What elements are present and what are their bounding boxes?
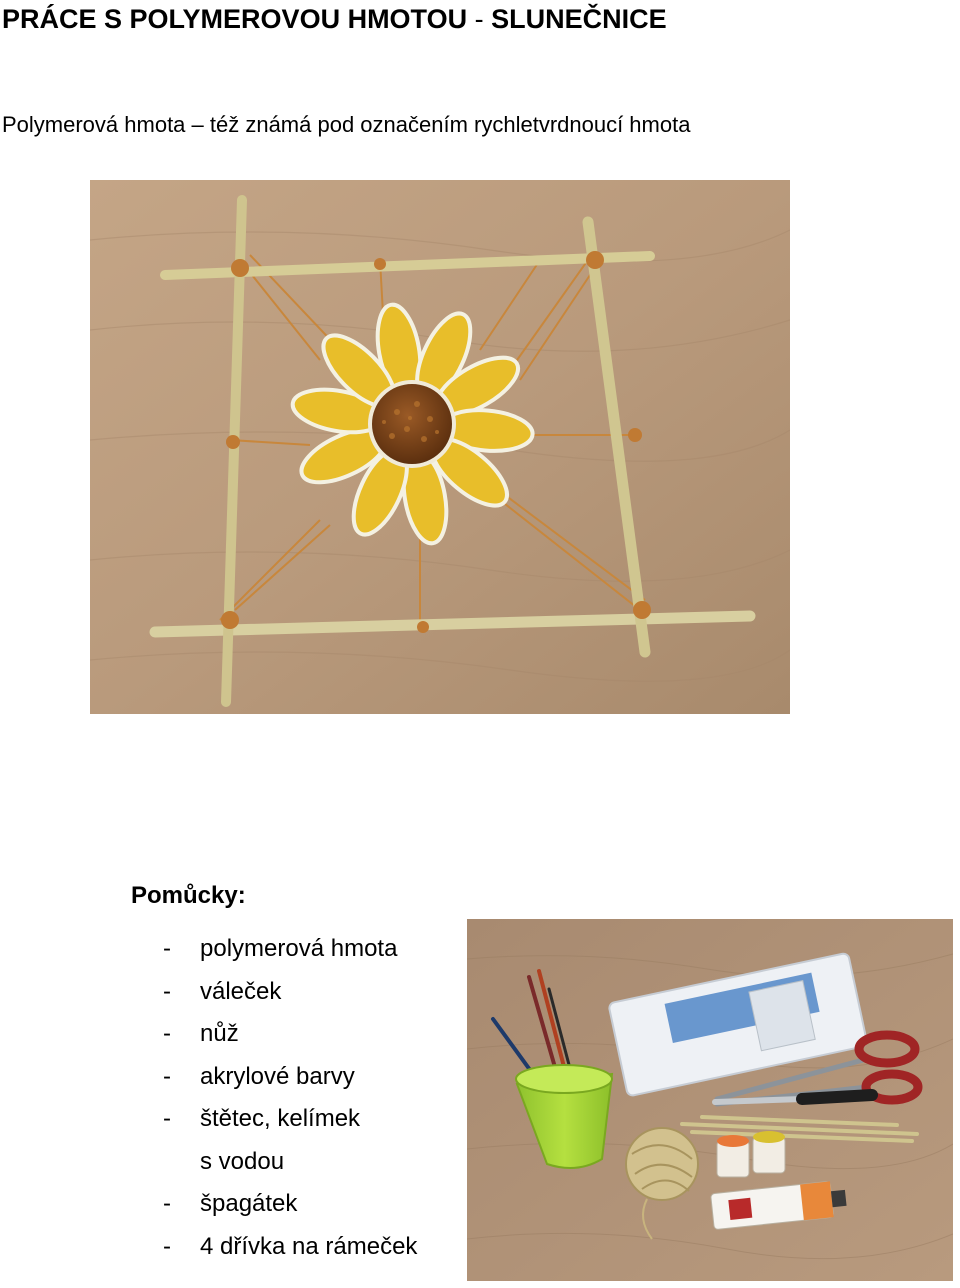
list-item-text: polymerová hmota — [200, 935, 398, 962]
list-bullet: - — [163, 1232, 171, 1260]
sunflower-frame-photo — [90, 180, 790, 714]
list-item-text: s vodou — [200, 1147, 285, 1175]
list-bullet: - — [163, 1020, 171, 1047]
subtitle: Polymerová hmota – též známá pod označením rychletvrdnoucí hmota — [2, 112, 691, 137]
list-bullet: - — [163, 935, 171, 962]
list-bullet: - — [163, 1190, 171, 1217]
list-bullet: - — [163, 1105, 171, 1132]
cup-rim — [516, 1065, 612, 1093]
list-bullet: - — [163, 1062, 171, 1090]
sunflower-center — [370, 382, 454, 466]
page-title: PRÁCE S POLYMEROVOU HMOTOU - SLUNEČNICE — [2, 4, 667, 34]
list-item-text: váleček — [200, 977, 282, 1005]
supplies-photo — [467, 919, 953, 1281]
tools-heading: Pomůcky: — [131, 882, 246, 909]
list-item-text: štětec, kelímek — [200, 1105, 361, 1132]
list-item-text: akrylové barvy — [200, 1062, 355, 1090]
list-bullet: - — [163, 977, 171, 1005]
list-item-text: nůž — [200, 1020, 239, 1047]
list-item-text: 4 dřívka na rámeček — [200, 1232, 418, 1260]
list-item-text: špagátek — [200, 1190, 298, 1217]
